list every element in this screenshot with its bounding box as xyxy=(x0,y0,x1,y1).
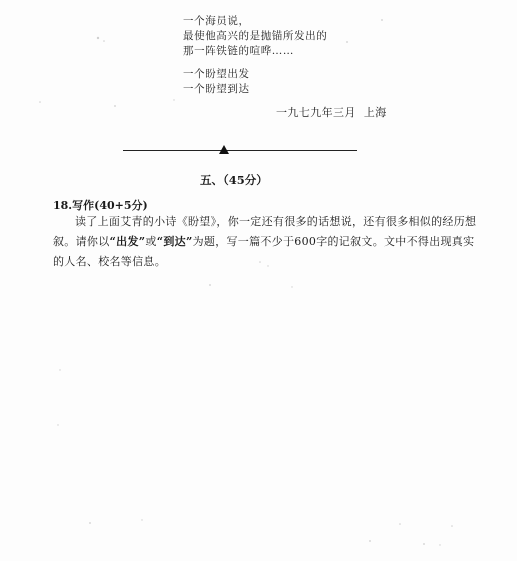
title-option-arrive: 到达 xyxy=(163,235,186,248)
poem-excerpt xyxy=(183,14,443,97)
quote-close: ” xyxy=(138,235,146,248)
poem-date: 一九七九年三月 xyxy=(276,106,356,119)
poem-place: 上海 xyxy=(363,106,387,119)
prompt-connector: 或 xyxy=(145,235,157,248)
poem-line: 那一阵铁链的喧哗…… xyxy=(183,45,294,57)
title-option-depart: 出发 xyxy=(116,235,139,248)
poem-signature xyxy=(276,104,387,120)
quote-open: “ xyxy=(156,235,164,248)
triangle-marker-icon xyxy=(219,145,229,154)
poem-line: 最使他高兴的是抛锚所发出的 xyxy=(183,30,328,42)
quote-close: ” xyxy=(185,235,193,248)
stanza-break xyxy=(183,59,443,67)
section-divider xyxy=(123,146,357,154)
poem-line: 一个盼望出发 xyxy=(183,68,250,80)
poem-line: 一个海员说， xyxy=(183,15,250,27)
prompt-intro: 读了上面艾青的小诗《盼望》，你一定还有很多的话想说，还有很多相似的经历想叙。请你以 xyxy=(53,215,477,248)
poem-line: 一个盼望到达 xyxy=(183,83,250,95)
prompt-closing: 为题，写一篇不少于600字的记叙文。文中不得出现真实的人名、校名等信息。 xyxy=(53,235,475,268)
question-prompt xyxy=(53,212,485,272)
divider-rule xyxy=(123,150,357,151)
question-title: 18.写作(40+5分) xyxy=(53,199,148,212)
quote-open: “ xyxy=(109,235,117,248)
section-heading: 五、（45分） xyxy=(200,173,268,187)
prompt-paragraph xyxy=(53,212,485,272)
